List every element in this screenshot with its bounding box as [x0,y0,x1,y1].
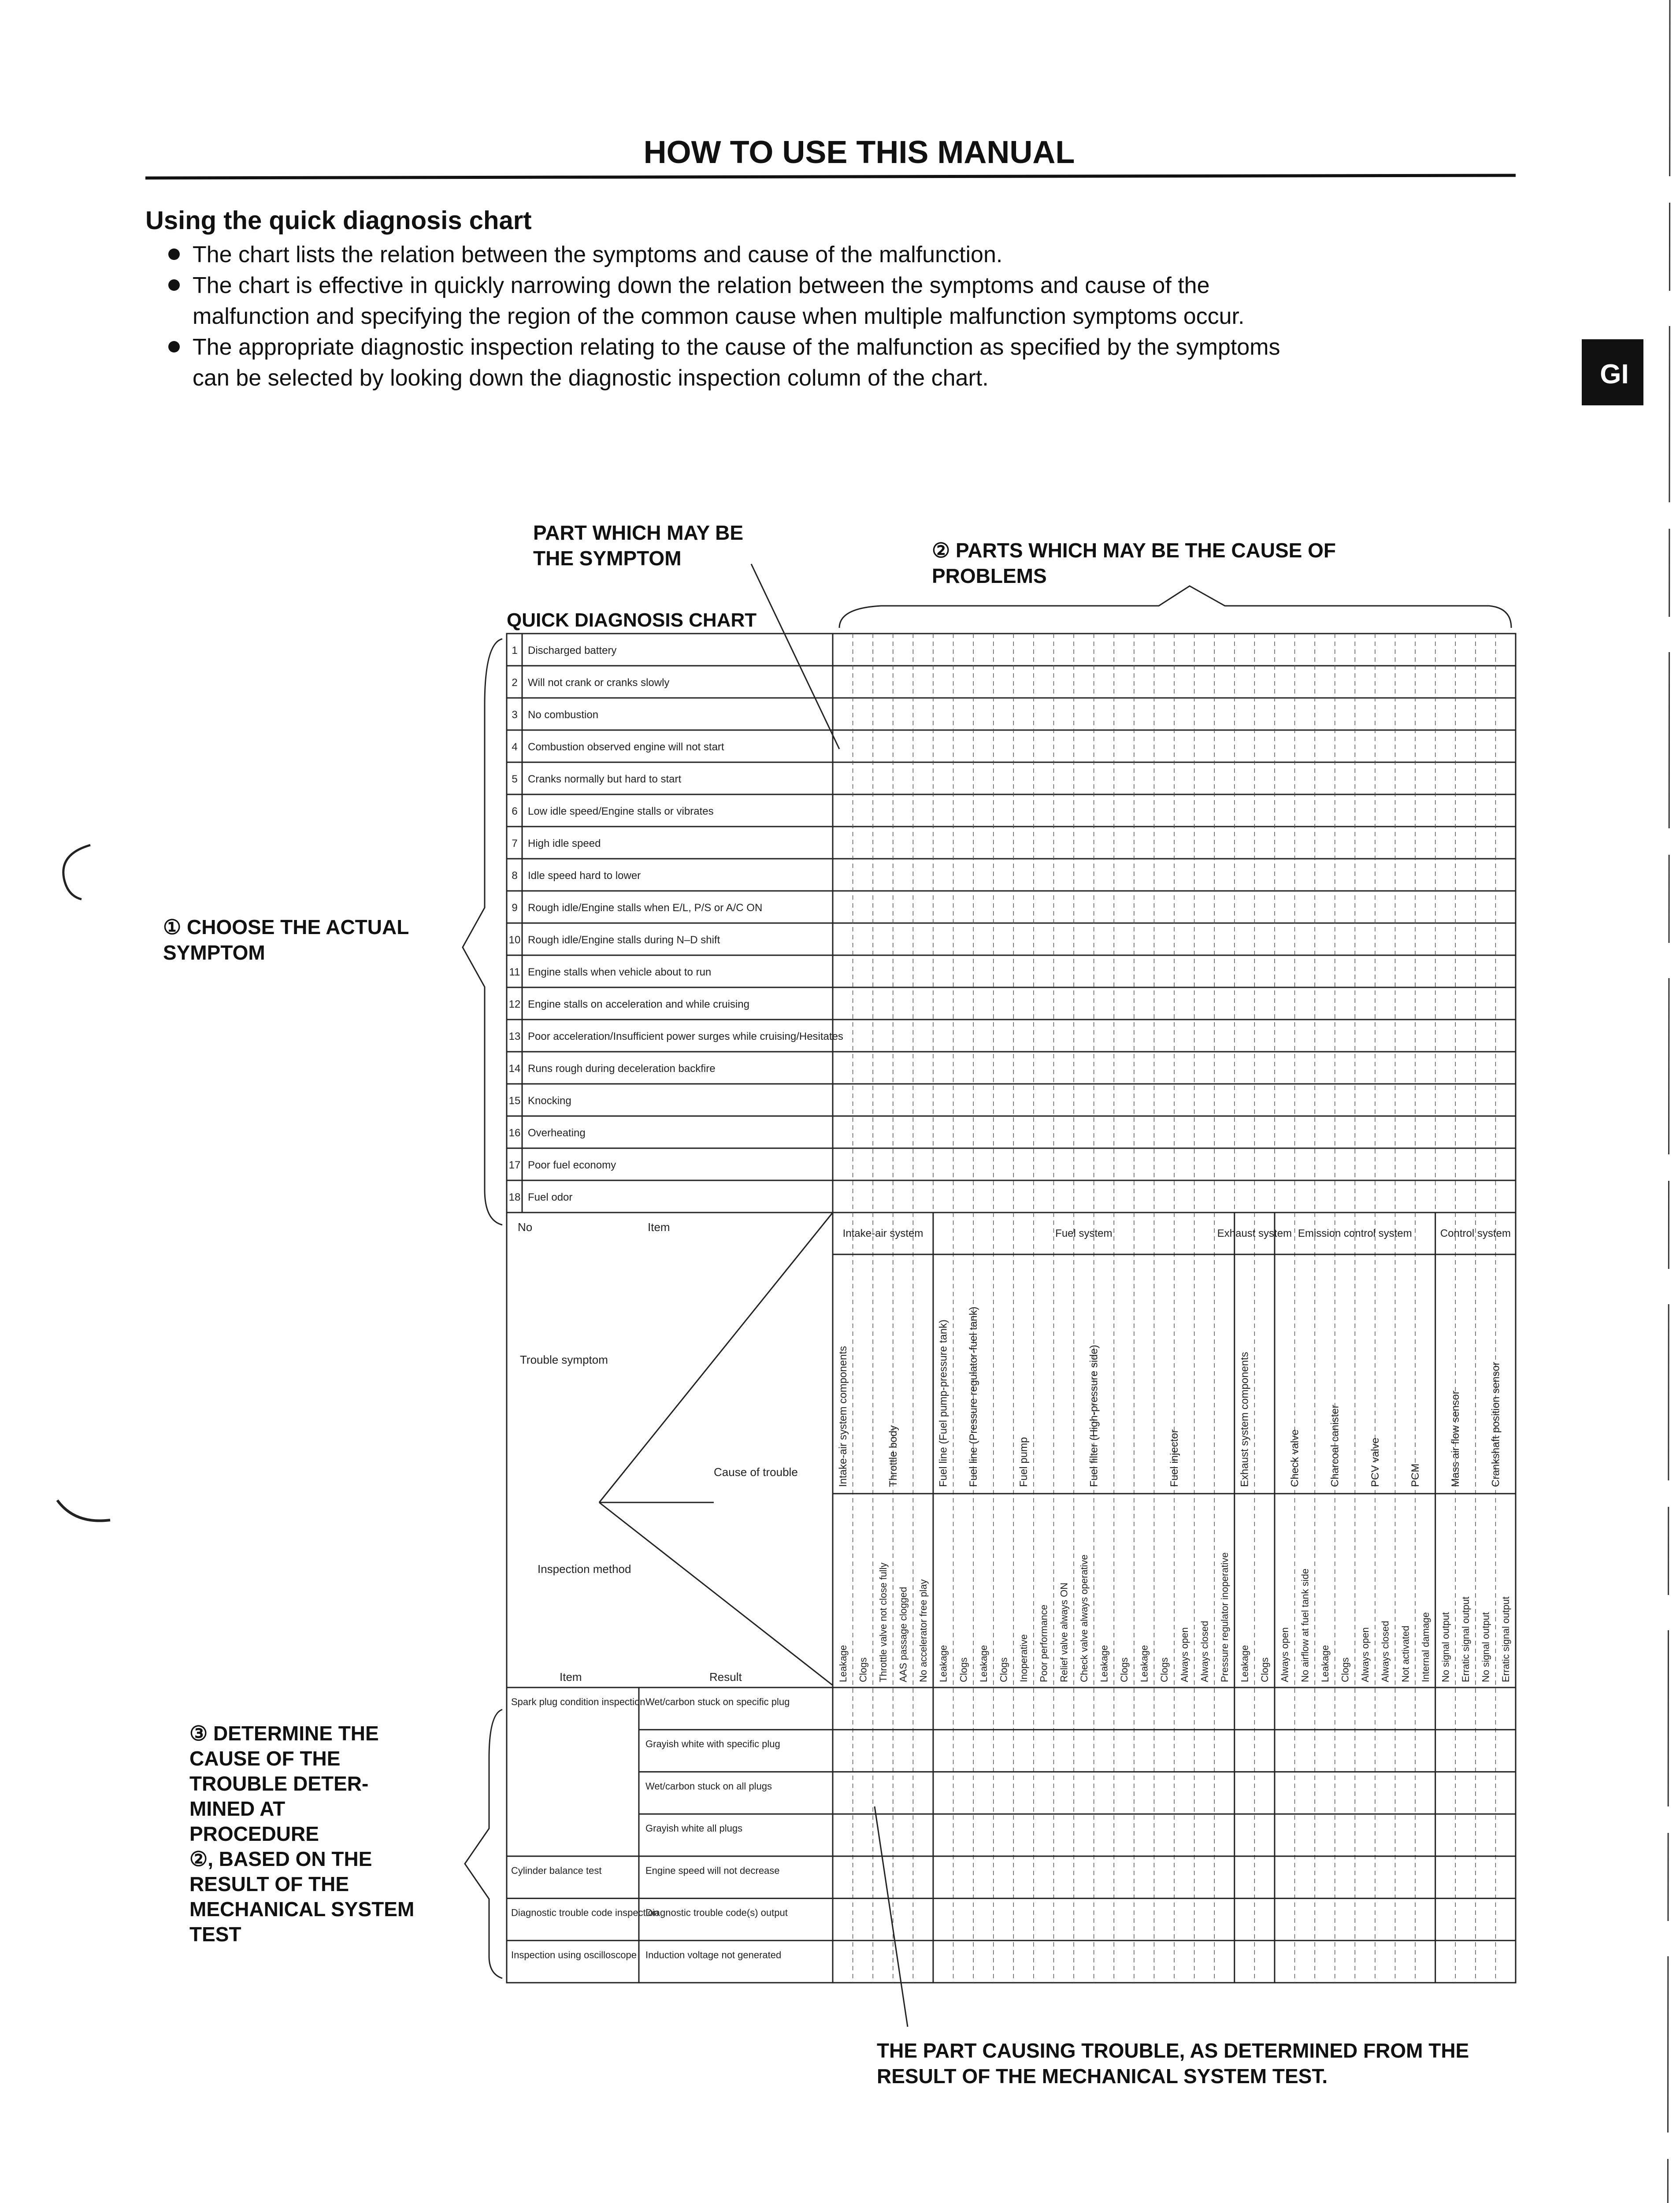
label-result: Result [709,1670,742,1684]
callout-determine-cause: TEST [189,1923,241,1946]
symptom-label: Cranks normally but hard to start [528,773,682,785]
inspection-result: Engine speed will not decrease [645,1865,780,1876]
symptom-number: 13 [508,1031,521,1042]
chart-title: QUICK DIAGNOSIS CHART [507,609,757,631]
callout-parts-cause: ② PARTS WHICH MAY BE THE CAUSE OF [932,539,1336,562]
method-label: Leakage [938,1645,949,1682]
callout-part-symptom: PART WHICH MAY BE [533,521,744,544]
cause-label: PCM [1409,1463,1422,1487]
method-label: No signal output [1440,1612,1451,1682]
callout-determine-cause: TROUBLE DETER- [189,1772,369,1795]
side-tab-label: GI [1600,359,1629,389]
bullet-text: malfunction and specifying the region of the common cause when multiple malfunction symptoms occur. [193,304,1245,329]
callout-choose-symptom: ① CHOOSE THE ACTUAL [163,916,409,938]
label-item: Item [648,1220,670,1234]
symptom-label: Discharged battery [528,645,617,656]
inspection-item: Spark plug condition inspection [511,1696,645,1707]
method-label: Check valve always operative [1078,1554,1090,1682]
symptom-label: Fuel odor [528,1191,573,1203]
method-label: Leakage [1319,1645,1331,1682]
symptom-number: 18 [508,1191,521,1203]
inspection-result: Wet/carbon stuck on specific plug [645,1696,790,1707]
callout-determine-cause: CAUSE OF THE [189,1747,341,1770]
method-label: No accelerator free play [918,1579,929,1682]
method-label: Clogs [998,1657,1009,1682]
cause-label: Mass air flow sensor [1450,1391,1462,1487]
method-label: Erratic signal output [1460,1596,1472,1682]
label-inspection-method: Inspection method [538,1562,631,1576]
callout-part-causing: THE PART CAUSING TROUBLE, AS DETERMINED FROM THE [877,2039,1469,2062]
symptom-number: 5 [512,773,518,785]
method-label: Leakage [1098,1645,1110,1682]
symptom-label: Low idle speed/Engine stalls or vibrates [528,805,714,817]
callout-determine-cause: MECHANICAL SYSTEM [189,1898,415,1921]
method-label: Clogs [1119,1657,1130,1682]
symptom-number: 17 [508,1159,521,1171]
symptom-number: 3 [512,709,518,721]
symptom-label: Combustion observed engine will not start [528,741,724,753]
method-label: No airflow at fuel tank side [1299,1568,1311,1682]
method-label: Clogs [1259,1657,1271,1682]
symptom-label: Engine stalls on acceleration and while cruising [528,998,749,1010]
inspection-item: Cylinder balance test [511,1865,602,1876]
callout-determine-cause: ②, BASED ON THE [189,1847,372,1870]
callout-determine-cause: PROCEDURE [189,1822,319,1845]
method-label: Always closed [1199,1621,1210,1682]
callout-determine-cause: RESULT OF THE [189,1873,349,1895]
symptom-number: 6 [512,805,518,817]
method-label: Inoperative [1018,1634,1030,1682]
cause-label: PCV valve [1369,1437,1381,1487]
callout-part-symptom: THE SYMPTOM [533,547,682,570]
symptom-label: Knocking [528,1095,571,1107]
symptom-number: 12 [508,998,521,1010]
bullet-dot [168,248,180,260]
cause-label: Exhaust system components [1239,1352,1251,1487]
method-label: Internal damage [1420,1612,1431,1682]
method-label: Throttle valve not close fully [877,1562,889,1682]
label-item-bottom: Item [560,1670,582,1684]
method-label: AAS passage clogged [897,1587,909,1682]
symptom-number: 8 [512,870,518,882]
callout-determine-cause: ③ DETERMINE THE [189,1722,379,1745]
inspection-result: Grayish white all plugs [645,1823,743,1834]
method-label: Always open [1279,1627,1291,1682]
bullet-text: can be selected by looking down the diagnostic inspection column of the chart. [193,365,989,391]
section-heading: Using the quick diagnosis chart [145,206,532,235]
cause-label: Check valve [1289,1429,1301,1487]
method-label: Clogs [958,1657,969,1682]
symptom-label: High idle speed [528,838,601,849]
symptom-label: Runs rough during deceleration backfire [528,1063,716,1075]
symptom-number: 14 [508,1063,521,1075]
symptom-label: Rough idle/Engine stalls during N–D shift [528,934,720,946]
bullet-dot [168,341,180,352]
symptom-label: Will not crank or cranks slowly [528,677,670,689]
cause-label: Intake-air system components [837,1346,849,1487]
symptom-number: 1 [512,645,518,656]
cause-label: Charcoal canister [1329,1405,1341,1487]
inspection-item: Inspection using oscilloscope [511,1949,637,1961]
method-label: Leakage [978,1645,989,1682]
symptom-number: 7 [512,838,518,849]
bullet-text: The chart is effective in quickly narrowing down the relation between the symptoms and cause of the [193,273,1210,298]
symptom-label: No combustion [528,709,599,721]
callout-determine-cause: MINED AT [189,1797,286,1820]
cause-label: Fuel line (Fuel pump-pressure tank) [937,1319,949,1487]
label-trouble-symptom: Trouble symptom [520,1353,608,1366]
method-label: Always closed [1380,1621,1391,1682]
cause-label: Fuel filter (High-pressure side) [1088,1345,1100,1487]
inspection-result: Diagnostic trouble code(s) output [645,1907,788,1918]
inspection-result: Induction voltage not generated [645,1949,782,1961]
symptom-number: 16 [508,1127,521,1139]
symptom-label: Poor acceleration/Insufficient power surges while cruising/Hesitates [528,1031,843,1042]
callout-choose-symptom: SYMPTOM [163,941,265,964]
label-no: No [518,1220,533,1234]
group-header: Exhaust system [1217,1228,1292,1239]
group-header: Intake-air system [842,1228,923,1239]
symptom-number: 4 [512,741,518,753]
cause-label: Throttle body [887,1425,899,1487]
symptom-number: 11 [509,966,520,978]
symptom-number: 2 [512,677,518,689]
method-label: Clogs [1339,1657,1351,1682]
symptom-number: 9 [512,902,518,914]
bullet-text: The appropriate diagnostic inspection relating to the cause of the malfunction as specified by the symptoms [193,334,1280,360]
method-label: Erratic signal output [1500,1596,1512,1682]
group-header: Control system [1440,1228,1511,1239]
method-label: Poor performance [1038,1604,1050,1682]
bullet-dot [168,279,180,291]
method-label: Clogs [857,1657,869,1682]
method-label: Not activated [1400,1625,1411,1682]
inspection-item: Diagnostic trouble code inspection [511,1907,659,1918]
callout-part-causing: RESULT OF THE MECHANICAL SYSTEM TEST. [877,2065,1328,2088]
method-label: Leakage [837,1645,849,1682]
method-label: Leakage [1239,1645,1250,1682]
method-label: No signal output [1480,1612,1491,1682]
symptom-number: 15 [508,1095,521,1107]
cause-label: Fuel injector [1168,1429,1180,1487]
bullet-text: The chart lists the relation between the symptoms and cause of the malfunction. [193,242,1003,267]
method-label: Clogs [1159,1657,1170,1682]
symptom-label: Engine stalls when vehicle about to run [528,966,712,978]
label-cause-of-trouble: Cause of trouble [714,1465,798,1479]
symptom-label: Poor fuel economy [528,1159,616,1171]
method-label: Relief valve always ON [1058,1582,1070,1682]
symptom-label: Rough idle/Engine stalls when E/L, P/S or A/C ON [528,902,763,914]
group-header: Emission control system [1298,1228,1412,1239]
symptom-number: 10 [508,934,521,946]
inspection-result: Grayish white with specific plug [645,1738,780,1750]
callout-parts-cause: PROBLEMS [932,564,1047,587]
inspection-result: Wet/carbon stuck on all plugs [645,1780,772,1792]
method-label: Leakage [1139,1645,1150,1682]
method-label: Always open [1360,1627,1371,1682]
cause-label: Fuel line (Pressure regulator-fuel tank) [968,1306,980,1487]
method-label: Pressure regulator inoperative [1219,1552,1230,1682]
symptom-label: Idle speed hard to lower [528,870,641,882]
symptom-label: Overheating [528,1127,586,1139]
page-title: HOW TO USE THIS MANUAL [643,135,1075,170]
cause-label: Crankshaft position sensor [1490,1361,1502,1487]
method-label: Always open [1179,1627,1190,1682]
group-header: Fuel system [1055,1228,1113,1239]
cause-label: Fuel pump [1018,1437,1030,1487]
